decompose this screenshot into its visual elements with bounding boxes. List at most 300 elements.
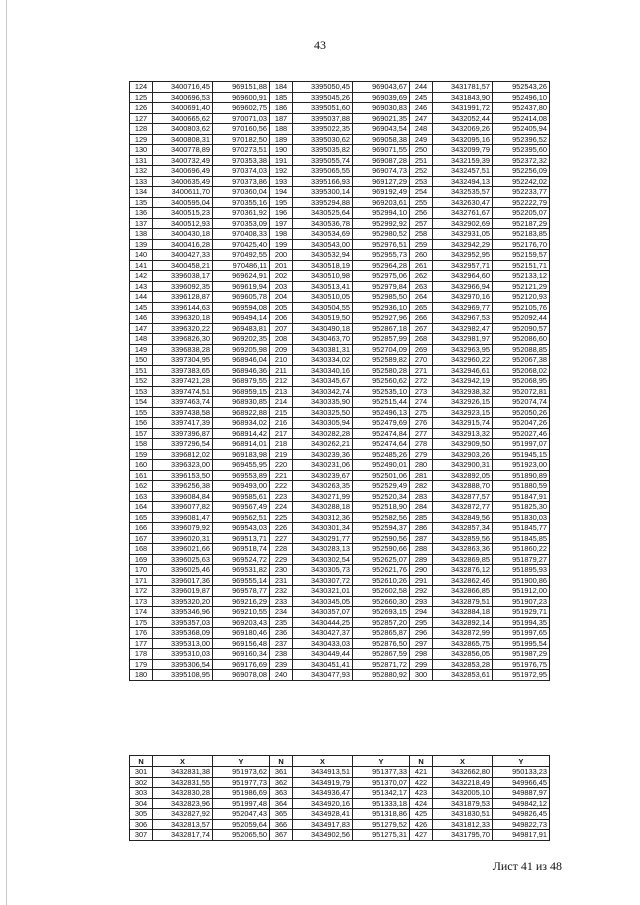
- y-coordinate-cell: 969524,72: [213, 554, 270, 565]
- y-coordinate-cell: 970353,09: [213, 218, 270, 229]
- point-number-cell: 133: [130, 176, 153, 187]
- y-coordinate-cell: 969531,82: [213, 565, 270, 576]
- point-number-cell: 171: [130, 575, 153, 586]
- x-coordinate-cell: 3400458,21: [153, 260, 213, 271]
- x-coordinate-cell: 3396144,63: [153, 302, 213, 313]
- x-coordinate-cell: 3432957,71: [433, 260, 493, 271]
- point-number-cell: 143: [130, 281, 153, 292]
- table-row: [130, 313, 550, 324]
- y-coordinate-cell: 952151,71: [493, 260, 550, 271]
- x-coordinate-cell: 3397474,51: [153, 386, 213, 397]
- x-coordinate-cell: 3397383,65: [153, 365, 213, 376]
- x-coordinate-cell: 3432630,47: [433, 197, 493, 208]
- point-number-cell: 227: [270, 533, 293, 544]
- y-coordinate-cell: 970486,11: [213, 260, 270, 271]
- x-coordinate-cell: 3432853,28: [433, 659, 493, 670]
- y-coordinate-cell: 952047,26: [493, 418, 550, 429]
- y-coordinate-cell: 969043,54: [353, 124, 410, 135]
- table-row: [130, 376, 550, 387]
- y-coordinate-cell: 952529,49: [353, 481, 410, 492]
- x-coordinate-cell: 3397421,28: [153, 376, 213, 387]
- point-number-cell: 127: [130, 113, 153, 124]
- point-number-cell: 197: [270, 218, 293, 229]
- point-number-cell: 302: [130, 777, 153, 788]
- x-coordinate-cell: 3395320,20: [153, 596, 213, 607]
- point-number-cell: 288: [410, 544, 433, 555]
- x-coordinate-cell: 3432915,74: [433, 418, 493, 429]
- point-number-cell: 231: [270, 575, 293, 586]
- x-coordinate-cell: 3430283,13: [293, 544, 353, 555]
- x-coordinate-cell: 3430335,90: [293, 397, 353, 408]
- point-number-cell: 125: [130, 92, 153, 103]
- y-coordinate-cell: 970492,55: [213, 250, 270, 261]
- x-coordinate-cell: 3432938,32: [433, 386, 493, 397]
- y-coordinate-cell: 952865,87: [353, 628, 410, 639]
- y-coordinate-cell: 951976,75: [493, 659, 550, 670]
- x-coordinate-cell: 3430513,41: [293, 281, 353, 292]
- point-number-cell: 229: [270, 554, 293, 565]
- y-coordinate-cell: 969600,91: [213, 92, 270, 103]
- point-number-cell: 140: [130, 250, 153, 261]
- point-number-cell: 283: [410, 491, 433, 502]
- x-coordinate-cell: 3396019,87: [153, 586, 213, 597]
- y-coordinate-cell: 970408,33: [213, 229, 270, 240]
- x-coordinate-cell: 3400427,33: [153, 250, 213, 261]
- point-number-cell: 238: [270, 649, 293, 660]
- y-coordinate-cell: 951318,86: [353, 809, 410, 820]
- y-coordinate-cell: 949842,12: [493, 798, 550, 809]
- x-coordinate-cell: 3430381,31: [293, 344, 353, 355]
- y-coordinate-cell: 968922,88: [213, 407, 270, 418]
- x-coordinate-cell: 3396128,87: [153, 292, 213, 303]
- table-row: [130, 809, 550, 820]
- point-number-cell: 191: [270, 155, 293, 166]
- x-coordinate-cell: 3430345,05: [293, 596, 353, 607]
- y-coordinate-cell: 952086,60: [493, 334, 550, 345]
- y-coordinate-cell: 952068,02: [493, 365, 550, 376]
- point-number-cell: 291: [410, 575, 433, 586]
- y-coordinate-cell: 952589,82: [353, 355, 410, 366]
- table-row: [130, 386, 550, 397]
- y-coordinate-cell: 952474,64: [353, 439, 410, 450]
- x-coordinate-cell: 3432967,53: [433, 313, 493, 324]
- y-coordinate-cell: 952992,92: [353, 218, 410, 229]
- y-coordinate-cell: 969180,46: [213, 628, 270, 639]
- point-number-cell: 264: [410, 292, 433, 303]
- y-coordinate-cell: 952068,95: [493, 376, 550, 387]
- point-number-cell: 189: [270, 134, 293, 145]
- y-coordinate-cell: 952704,09: [353, 344, 410, 355]
- x-coordinate-cell: 3432946,61: [433, 365, 493, 376]
- x-coordinate-cell: 3431795,70: [433, 830, 493, 841]
- y-coordinate-cell: 969127,29: [353, 176, 410, 187]
- x-coordinate-cell: 3395300,14: [293, 187, 353, 198]
- x-coordinate-cell: 3432942,29: [433, 239, 493, 250]
- y-coordinate-cell: 969216,29: [213, 596, 270, 607]
- y-coordinate-cell: 950133,23: [493, 767, 550, 778]
- y-coordinate-cell: 969210,55: [213, 607, 270, 618]
- table-row: [130, 565, 550, 576]
- y-coordinate-cell: 969030,83: [353, 103, 410, 114]
- point-number-cell: 180: [130, 670, 153, 681]
- table-row: [130, 481, 550, 492]
- point-number-cell: 422: [410, 777, 433, 788]
- table-header-row: [130, 756, 550, 767]
- point-number-cell: 257: [410, 218, 433, 229]
- point-number-cell: 185: [270, 92, 293, 103]
- x-coordinate-cell: 3434917,83: [293, 819, 353, 830]
- table-row: [130, 92, 550, 103]
- point-number-cell: 272: [410, 376, 433, 387]
- y-coordinate-cell: 969156,48: [213, 638, 270, 649]
- x-coordinate-cell: 3432761,67: [433, 208, 493, 219]
- y-coordinate-cell: 952496,13: [353, 407, 410, 418]
- x-coordinate-cell: 3432964,60: [433, 271, 493, 282]
- point-number-cell: 218: [270, 439, 293, 450]
- point-number-cell: 365: [270, 809, 293, 820]
- x-coordinate-cell: 3432877,57: [433, 491, 493, 502]
- y-coordinate-cell: 952501,06: [353, 470, 410, 481]
- x-coordinate-cell: 3432052,44: [433, 113, 493, 124]
- y-coordinate-cell: 952088,85: [493, 344, 550, 355]
- x-coordinate-cell: 3395310,03: [153, 649, 213, 660]
- point-number-cell: 213: [270, 386, 293, 397]
- x-coordinate-cell: 3396081,47: [153, 512, 213, 523]
- y-coordinate-cell: 969074,73: [353, 166, 410, 177]
- table-row: [130, 554, 550, 565]
- y-coordinate-cell: 952976,51: [353, 239, 410, 250]
- point-number-cell: 166: [130, 523, 153, 534]
- point-number-cell: 154: [130, 397, 153, 408]
- point-number-cell: 142: [130, 271, 153, 282]
- x-coordinate-cell: 3395037,88: [293, 113, 353, 124]
- point-number-cell: 261: [410, 260, 433, 271]
- x-coordinate-cell: 3396020,31: [153, 533, 213, 544]
- y-coordinate-cell: 952490,01: [353, 460, 410, 471]
- x-coordinate-cell: 3432005,10: [433, 788, 493, 799]
- point-number-cell: 150: [130, 355, 153, 366]
- x-coordinate-cell: 3396038,17: [153, 271, 213, 282]
- x-coordinate-cell: 3432856,05: [433, 649, 493, 660]
- y-coordinate-cell: 970273,51: [213, 145, 270, 156]
- point-number-cell: 131: [130, 155, 153, 166]
- x-coordinate-cell: 3432865,75: [433, 638, 493, 649]
- point-number-cell: 162: [130, 481, 153, 492]
- y-coordinate-cell: 952520,34: [353, 491, 410, 502]
- table-row: [130, 344, 550, 355]
- point-number-cell: 295: [410, 617, 433, 628]
- point-number-cell: 147: [130, 323, 153, 334]
- point-number-cell: 249: [410, 134, 433, 145]
- point-number-cell: 223: [270, 491, 293, 502]
- y-coordinate-cell: 951847,91: [493, 491, 550, 502]
- point-number-cell: 251: [410, 155, 433, 166]
- table-row: [130, 281, 550, 292]
- point-number-cell: 424: [410, 798, 433, 809]
- y-coordinate-cell: 970425,40: [213, 239, 270, 250]
- point-number-cell: 163: [130, 491, 153, 502]
- point-number-cell: 230: [270, 565, 293, 576]
- x-coordinate-cell: 3400635,49: [153, 176, 213, 187]
- y-coordinate-cell: 952955,73: [353, 250, 410, 261]
- y-coordinate-cell: 951987,29: [493, 649, 550, 660]
- point-number-cell: 145: [130, 302, 153, 313]
- point-number-cell: 175: [130, 617, 153, 628]
- x-coordinate-cell: 3395022,35: [293, 124, 353, 135]
- table-row: [130, 124, 550, 135]
- x-coordinate-cell: 3397304,95: [153, 355, 213, 366]
- x-coordinate-cell: 3396838,28: [153, 344, 213, 355]
- y-coordinate-cell: 969203,43: [213, 617, 270, 628]
- point-number-cell: 204: [270, 292, 293, 303]
- x-coordinate-cell: 3430534,69: [293, 229, 353, 240]
- y-coordinate-cell: 952222,79: [493, 197, 550, 208]
- x-coordinate-cell: 3430291,77: [293, 533, 353, 544]
- y-coordinate-cell: 952256,09: [493, 166, 550, 177]
- x-coordinate-cell: 3432095,16: [433, 134, 493, 145]
- point-number-cell: 267: [410, 323, 433, 334]
- y-coordinate-cell: 951973,62: [213, 767, 270, 778]
- y-coordinate-cell: 968979,55: [213, 376, 270, 387]
- table-row: [130, 670, 550, 681]
- coordinates-table-bottom: [129, 755, 550, 841]
- point-number-cell: 217: [270, 428, 293, 439]
- y-coordinate-cell: 952121,29: [493, 281, 550, 292]
- point-number-cell: 196: [270, 208, 293, 219]
- point-number-cell: 158: [130, 439, 153, 450]
- y-coordinate-cell: 952396,52: [493, 134, 550, 145]
- y-coordinate-cell: 969078,08: [213, 670, 270, 681]
- table-row: [130, 407, 550, 418]
- x-coordinate-cell: 3430536,78: [293, 218, 353, 229]
- x-coordinate-cell: 3432866,85: [433, 586, 493, 597]
- point-number-cell: 254: [410, 187, 433, 198]
- y-coordinate-cell: 952980,52: [353, 229, 410, 240]
- point-number-cell: 186: [270, 103, 293, 114]
- table-row: [130, 523, 550, 534]
- point-number-cell: 124: [130, 82, 153, 93]
- point-number-cell: 174: [130, 607, 153, 618]
- x-coordinate-cell: 3396017,36: [153, 575, 213, 586]
- table-row: [130, 659, 550, 670]
- x-coordinate-cell: 3396079,92: [153, 523, 213, 534]
- point-number-cell: 297: [410, 638, 433, 649]
- y-coordinate-cell: 951880,59: [493, 481, 550, 492]
- point-number-cell: 200: [270, 250, 293, 261]
- y-coordinate-cell: 952474,84: [353, 428, 410, 439]
- point-number-cell: 207: [270, 323, 293, 334]
- point-number-cell: 160: [130, 460, 153, 471]
- x-coordinate-cell: 3430239,67: [293, 470, 353, 481]
- x-coordinate-cell: 3431843,90: [433, 92, 493, 103]
- point-number-cell: 306: [130, 819, 153, 830]
- x-coordinate-cell: 3430519,50: [293, 313, 353, 324]
- x-coordinate-cell: 3434920,16: [293, 798, 353, 809]
- x-coordinate-cell: 3397296,54: [153, 439, 213, 450]
- table-row: [130, 355, 550, 366]
- y-coordinate-cell: 952072,81: [493, 386, 550, 397]
- y-coordinate-cell: 970071,03: [213, 113, 270, 124]
- x-coordinate-cell: 3400515,23: [153, 208, 213, 219]
- column-header-x: X: [433, 756, 493, 767]
- table-row: [130, 229, 550, 240]
- x-coordinate-cell: 3432872,99: [433, 628, 493, 639]
- table-row: [130, 292, 550, 303]
- point-number-cell: 259: [410, 239, 433, 250]
- point-number-cell: 190: [270, 145, 293, 156]
- y-coordinate-cell: 969039,69: [353, 92, 410, 103]
- y-coordinate-cell: 969203,61: [353, 197, 410, 208]
- point-number-cell: 258: [410, 229, 433, 240]
- x-coordinate-cell: 3396077,82: [153, 502, 213, 513]
- x-coordinate-cell: 3396153,50: [153, 470, 213, 481]
- x-coordinate-cell: 3432900,31: [433, 460, 493, 471]
- table-row: [130, 323, 550, 334]
- y-coordinate-cell: 952535,10: [353, 386, 410, 397]
- point-number-cell: 201: [270, 260, 293, 271]
- x-coordinate-cell: 3395035,82: [293, 145, 353, 156]
- x-coordinate-cell: 3396025,46: [153, 565, 213, 576]
- table-row: [130, 586, 550, 597]
- x-coordinate-cell: 3430239,36: [293, 449, 353, 460]
- y-coordinate-cell: 952625,07: [353, 554, 410, 565]
- point-number-cell: 260: [410, 250, 433, 261]
- y-coordinate-cell: 969483,81: [213, 323, 270, 334]
- sheet-number-label: Лист 41 из 48: [492, 859, 562, 873]
- point-number-cell: 135: [130, 197, 153, 208]
- column-header-y: Y: [493, 756, 550, 767]
- point-number-cell: 130: [130, 145, 153, 156]
- y-coordinate-cell: 952133,12: [493, 271, 550, 282]
- y-coordinate-cell: 949826,45: [493, 809, 550, 820]
- x-coordinate-cell: 3430490,18: [293, 323, 353, 334]
- point-number-cell: 237: [270, 638, 293, 649]
- point-number-cell: 275: [410, 407, 433, 418]
- x-coordinate-cell: 3400696,53: [153, 92, 213, 103]
- y-coordinate-cell: 949817,91: [493, 830, 550, 841]
- point-number-cell: 203: [270, 281, 293, 292]
- y-coordinate-cell: 952927,96: [353, 313, 410, 324]
- point-number-cell: 170: [130, 565, 153, 576]
- point-number-cell: 236: [270, 628, 293, 639]
- x-coordinate-cell: 3432662,80: [433, 767, 493, 778]
- y-coordinate-cell: 970374,03: [213, 166, 270, 177]
- point-number-cell: 188: [270, 124, 293, 135]
- x-coordinate-cell: 3432902,69: [433, 218, 493, 229]
- table-row: [130, 777, 550, 788]
- point-number-cell: 209: [270, 344, 293, 355]
- point-number-cell: 285: [410, 512, 433, 523]
- point-number-cell: 298: [410, 649, 433, 660]
- x-coordinate-cell: 3430321,01: [293, 586, 353, 597]
- y-coordinate-cell: 952027,46: [493, 428, 550, 439]
- table-row: [130, 607, 550, 618]
- x-coordinate-cell: 3430433,03: [293, 638, 353, 649]
- y-coordinate-cell: 952975,06: [353, 271, 410, 282]
- point-number-cell: 269: [410, 344, 433, 355]
- point-number-cell: 233: [270, 596, 293, 607]
- y-coordinate-cell: 952857,99: [353, 334, 410, 345]
- table-row: [130, 365, 550, 376]
- x-coordinate-cell: 3400611,70: [153, 187, 213, 198]
- point-number-cell: 366: [270, 819, 293, 830]
- y-coordinate-cell: 949887,97: [493, 788, 550, 799]
- y-coordinate-cell: 969578,77: [213, 586, 270, 597]
- x-coordinate-cell: 3430305,73: [293, 565, 353, 576]
- point-number-cell: 222: [270, 481, 293, 492]
- x-coordinate-cell: 3432884,18: [433, 607, 493, 618]
- table-row: [130, 819, 550, 830]
- point-number-cell: 193: [270, 176, 293, 187]
- x-coordinate-cell: 3395051,60: [293, 103, 353, 114]
- x-coordinate-cell: 3430477,93: [293, 670, 353, 681]
- table-row: [130, 439, 550, 450]
- y-coordinate-cell: 951370,07: [353, 777, 410, 788]
- x-coordinate-cell: 3430301,34: [293, 523, 353, 534]
- y-coordinate-cell: 952936,10: [353, 302, 410, 313]
- point-number-cell: 300: [410, 670, 433, 681]
- y-coordinate-cell: 952067,38: [493, 355, 550, 366]
- y-coordinate-cell: 952693,15: [353, 607, 410, 618]
- point-number-cell: 176: [130, 628, 153, 639]
- y-coordinate-cell: 951275,31: [353, 830, 410, 841]
- x-coordinate-cell: 3400416,28: [153, 239, 213, 250]
- point-number-cell: 220: [270, 460, 293, 471]
- point-number-cell: 178: [130, 649, 153, 660]
- point-number-cell: 155: [130, 407, 153, 418]
- x-coordinate-cell: 3395045,26: [293, 92, 353, 103]
- x-coordinate-cell: 3396826,30: [153, 334, 213, 345]
- point-number-cell: 246: [410, 103, 433, 114]
- point-number-cell: 253: [410, 176, 433, 187]
- point-number-cell: 172: [130, 586, 153, 597]
- point-number-cell: 299: [410, 659, 433, 670]
- y-coordinate-cell: 952660,30: [353, 596, 410, 607]
- y-coordinate-cell: 952092,44: [493, 313, 550, 324]
- x-coordinate-cell: 3432831,38: [153, 767, 213, 778]
- table-row: [130, 512, 550, 523]
- x-coordinate-cell: 3432817,74: [153, 830, 213, 841]
- y-coordinate-cell: 952518,90: [353, 502, 410, 513]
- y-coordinate-cell: 969021,35: [353, 113, 410, 124]
- x-coordinate-cell: 3430263,35: [293, 481, 353, 492]
- point-number-cell: 173: [130, 596, 153, 607]
- point-number-cell: 224: [270, 502, 293, 513]
- x-coordinate-cell: 3432876,12: [433, 565, 493, 576]
- point-number-cell: 206: [270, 313, 293, 324]
- table-row: [130, 134, 550, 145]
- point-number-cell: 146: [130, 313, 153, 324]
- x-coordinate-cell: 3396092,35: [153, 281, 213, 292]
- y-coordinate-cell: 952590,56: [353, 533, 410, 544]
- column-header-y: Y: [213, 756, 270, 767]
- table-row: [130, 218, 550, 229]
- point-number-cell: 286: [410, 523, 433, 534]
- y-coordinate-cell: 951879,27: [493, 554, 550, 565]
- y-coordinate-cell: 970373,86: [213, 176, 270, 187]
- point-number-cell: 214: [270, 397, 293, 408]
- y-coordinate-cell: 952867,18: [353, 323, 410, 334]
- point-number-cell: 292: [410, 586, 433, 597]
- table-row: [130, 575, 550, 586]
- x-coordinate-cell: 3430449,44: [293, 649, 353, 660]
- point-number-cell: 212: [270, 376, 293, 387]
- column-header-x: X: [293, 756, 353, 767]
- y-coordinate-cell: 951929,71: [493, 607, 550, 618]
- x-coordinate-cell: 3432869,85: [433, 554, 493, 565]
- x-coordinate-cell: 3432969,77: [433, 302, 493, 313]
- x-coordinate-cell: 3400808,31: [153, 134, 213, 145]
